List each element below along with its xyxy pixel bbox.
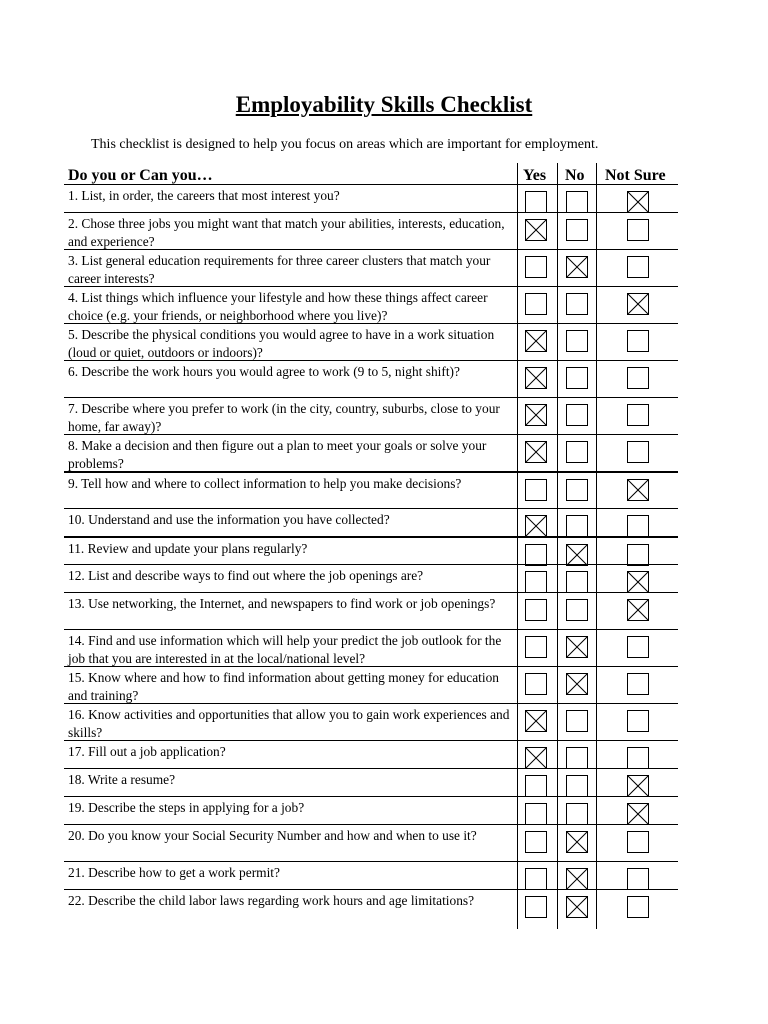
- checkmark-x-icon: [526, 748, 546, 768]
- yes-checkbox[interactable]: [525, 293, 547, 315]
- yes-checkbox[interactable]: [525, 673, 547, 695]
- no-checkbox[interactable]: [566, 636, 588, 658]
- question-text: 1. List, in order, the careers that most interest you?: [68, 188, 340, 203]
- checklist-row: [64, 249, 678, 286]
- question-column-header: Do you or Can you…: [68, 167, 213, 184]
- yes-checkbox[interactable]: [525, 404, 547, 426]
- checklist-row: [64, 536, 678, 564]
- no-checkbox[interactable]: [566, 599, 588, 621]
- not-sure-checkbox[interactable]: [627, 803, 649, 825]
- question-text: 16. Know activities and opportunities that allow you to gain work experiences and skills?: [68, 707, 510, 740]
- yes-checkbox[interactable]: [525, 803, 547, 825]
- yes-checkbox[interactable]: [525, 544, 547, 566]
- checklist-table: [64, 163, 678, 929]
- checklist-row: [64, 471, 678, 508]
- intro-text: This checklist is designed to help you focus on areas which are important for employment.: [91, 137, 599, 152]
- question-text: 5. Describe the physical conditions you would agree to have in a work situation (loud or quiet, outdoors or indoors)?: [68, 327, 495, 360]
- checkmark-x-icon: [628, 776, 648, 796]
- yes-checkbox[interactable]: [525, 896, 547, 918]
- checklist-row: [64, 564, 678, 592]
- yes-checkbox[interactable]: [525, 747, 547, 769]
- checklist-row: [64, 889, 678, 929]
- question-text: 15. Know where and how to find information about getting money for education and training?: [68, 670, 500, 703]
- checkmark-x-icon: [567, 832, 587, 852]
- checklist-row: [64, 212, 678, 249]
- checklist-row: [64, 184, 678, 212]
- yes-checkbox[interactable]: [525, 775, 547, 797]
- no-checkbox[interactable]: [566, 803, 588, 825]
- not-sure-checkbox[interactable]: [627, 441, 649, 463]
- not-sure-checkbox[interactable]: [627, 673, 649, 695]
- checklist-row: [64, 703, 678, 740]
- no-checkbox[interactable]: [566, 831, 588, 853]
- yes-column-header: Yes: [523, 167, 547, 184]
- yes-checkbox[interactable]: [525, 219, 547, 241]
- yes-checkbox[interactable]: [525, 636, 547, 658]
- checkmark-x-icon: [628, 804, 648, 824]
- yes-checkbox[interactable]: [525, 479, 547, 501]
- question-text: 12. List and describe ways to find out where the job openings are?: [68, 568, 424, 583]
- yes-checkbox[interactable]: [525, 710, 547, 732]
- question-text: 6. Describe the work hours you would agree to work (9 to 5, night shift)?: [68, 364, 460, 379]
- not-sure-checkbox[interactable]: [627, 571, 649, 593]
- not-sure-checkbox[interactable]: [627, 599, 649, 621]
- yes-checkbox[interactable]: [525, 191, 547, 213]
- not-sure-checkbox[interactable]: [627, 479, 649, 501]
- yes-checkbox[interactable]: [525, 256, 547, 278]
- checklist-row: [64, 360, 678, 397]
- no-checkbox[interactable]: [566, 747, 588, 769]
- page-title: Employability Skills Checklist: [235, 92, 533, 117]
- checklist-row: [64, 796, 678, 824]
- no-column-header: No: [565, 167, 585, 184]
- no-checkbox[interactable]: [566, 191, 588, 213]
- question-text: 22. Describe the child labor laws regarding work hours and age limitations?: [68, 893, 475, 908]
- checklist-row: [64, 666, 678, 703]
- checklist-row: [64, 434, 678, 471]
- question-text: 7. Describe where you prefer to work (in the city, country, suburbs, close to your home, far away)?: [68, 401, 500, 434]
- no-checkbox[interactable]: [566, 256, 588, 278]
- checkmark-x-icon: [526, 368, 546, 388]
- checkmark-x-icon: [526, 516, 546, 536]
- no-checkbox[interactable]: [566, 330, 588, 352]
- checkmark-x-icon: [567, 545, 587, 565]
- checkmark-x-icon: [526, 405, 546, 425]
- checklist-row: [64, 768, 678, 796]
- no-checkbox[interactable]: [566, 515, 588, 537]
- question-text: 21. Describe how to get a work permit?: [68, 865, 280, 880]
- not-sure-checkbox[interactable]: [627, 544, 649, 566]
- not-sure-checkbox[interactable]: [627, 293, 649, 315]
- no-checkbox[interactable]: [566, 775, 588, 797]
- not-sure-checkbox[interactable]: [627, 636, 649, 658]
- checklist-row: [64, 861, 678, 889]
- checkmark-x-icon: [567, 674, 587, 694]
- checklist-row: [64, 740, 678, 768]
- checklist-row: [64, 824, 678, 861]
- yes-checkbox[interactable]: [525, 831, 547, 853]
- checkmark-x-icon: [567, 869, 587, 889]
- yes-checkbox[interactable]: [525, 599, 547, 621]
- no-checkbox[interactable]: [566, 868, 588, 890]
- not-sure-checkbox[interactable]: [627, 868, 649, 890]
- checklist-row: [64, 397, 678, 434]
- checkmark-x-icon: [526, 220, 546, 240]
- no-checkbox[interactable]: [566, 479, 588, 501]
- not-sure-checkbox[interactable]: [627, 515, 649, 537]
- yes-checkbox[interactable]: [525, 330, 547, 352]
- not-sure-checkbox[interactable]: [627, 710, 649, 732]
- question-text: 18. Write a resume?: [68, 772, 176, 787]
- no-checkbox[interactable]: [566, 673, 588, 695]
- checkmark-x-icon: [628, 294, 648, 314]
- not-sure-checkbox[interactable]: [627, 831, 649, 853]
- checkmark-x-icon: [628, 480, 648, 500]
- question-text: 2. Chose three jobs you might want that match your abilities, interests, education, and experience?: [68, 216, 505, 249]
- yes-checkbox[interactable]: [525, 515, 547, 537]
- no-checkbox[interactable]: [566, 571, 588, 593]
- checkmark-x-icon: [628, 192, 648, 212]
- checkmark-x-icon: [567, 637, 587, 657]
- question-text: 13. Use networking, the Internet, and newspapers to find work or job openings?: [68, 596, 496, 611]
- no-checkbox[interactable]: [566, 367, 588, 389]
- yes-checkbox[interactable]: [525, 571, 547, 593]
- no-checkbox[interactable]: [566, 710, 588, 732]
- not-sure-column-header: Not Sure: [605, 167, 666, 184]
- checkmark-x-icon: [628, 572, 648, 592]
- no-checkbox[interactable]: [566, 293, 588, 315]
- question-text: 19. Describe the steps in applying for a job?: [68, 800, 305, 815]
- no-checkbox[interactable]: [566, 896, 588, 918]
- not-sure-checkbox[interactable]: [627, 775, 649, 797]
- checkmark-x-icon: [567, 257, 587, 277]
- checkmark-x-icon: [628, 600, 648, 620]
- question-text: 8. Make a decision and then figure out a plan to meet your goals or solve your problems?: [68, 438, 487, 471]
- question-text: 4. List things which influence your lifestyle and how these things affect career choice (e.g. your friends, or neighborhood where you live)?: [68, 290, 488, 323]
- not-sure-checkbox[interactable]: [627, 896, 649, 918]
- no-checkbox[interactable]: [566, 404, 588, 426]
- yes-checkbox[interactable]: [525, 868, 547, 890]
- checkmark-x-icon: [526, 442, 546, 462]
- checklist-row: [64, 286, 678, 323]
- question-text: 3. List general education requirements for three career clusters that match your career interests?: [68, 253, 491, 286]
- checkmark-x-icon: [526, 711, 546, 731]
- not-sure-checkbox[interactable]: [627, 191, 649, 213]
- question-text: 10. Understand and use the information you have collected?: [68, 512, 390, 527]
- checkmark-x-icon: [567, 897, 587, 917]
- no-checkbox[interactable]: [566, 219, 588, 241]
- not-sure-checkbox[interactable]: [627, 330, 649, 352]
- not-sure-checkbox[interactable]: [627, 404, 649, 426]
- yes-checkbox[interactable]: [525, 441, 547, 463]
- question-text: 11. Review and update your plans regularly?: [68, 541, 308, 556]
- question-text: 14. Find and use information which will help your predict the job outlook for the job that you are interested in at the local/national level?: [68, 633, 502, 666]
- not-sure-checkbox[interactable]: [627, 219, 649, 241]
- not-sure-checkbox[interactable]: [627, 367, 649, 389]
- not-sure-checkbox[interactable]: [627, 747, 649, 769]
- checklist-row: [64, 629, 678, 666]
- no-checkbox[interactable]: [566, 441, 588, 463]
- yes-checkbox[interactable]: [525, 367, 547, 389]
- checkmark-x-icon: [526, 331, 546, 351]
- not-sure-checkbox[interactable]: [627, 256, 649, 278]
- question-text: 20. Do you know your Social Security Number and how and when to use it?: [68, 828, 477, 843]
- no-checkbox[interactable]: [566, 544, 588, 566]
- checklist-row: [64, 508, 678, 536]
- question-text: 9. Tell how and where to collect information to help you make decisions?: [68, 476, 462, 491]
- checklist-row: [64, 323, 678, 360]
- question-text: 17. Fill out a job application?: [68, 744, 226, 759]
- checklist-row: [64, 592, 678, 629]
